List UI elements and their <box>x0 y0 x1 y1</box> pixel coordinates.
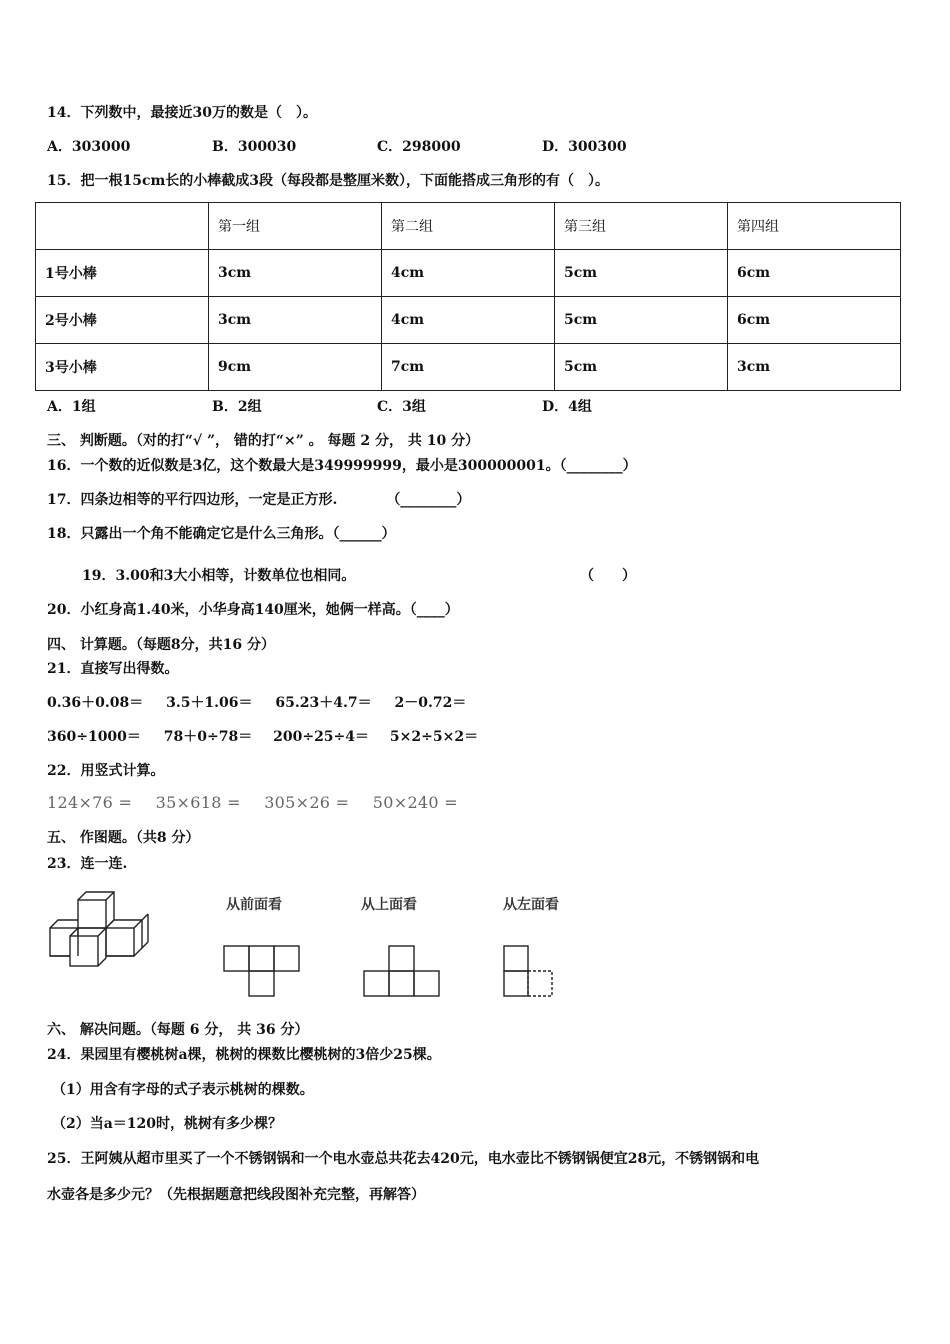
calc-item: 5×2÷5×2＝ <box>389 729 479 745</box>
table-cell: 6cm <box>728 297 901 344</box>
q22-stem: 22．用竖式计算。 <box>47 763 165 779</box>
table-cell: 第三组 <box>555 203 728 250</box>
q14-stem: 14．下列数中，最接近30万的数是（ ）。 <box>47 105 317 121</box>
table-cell: 9cm <box>209 344 382 391</box>
calc-item: 3.5＋1.06＝ <box>166 695 253 711</box>
calc-item: 0.36＋0.08＝ <box>47 695 144 711</box>
table-cell: 5cm <box>555 297 728 344</box>
q15-option-c[interactable]: C．3组 <box>377 399 426 415</box>
view-label-top: 从上面看 <box>361 897 417 913</box>
q15-option-a[interactable]: A．1组 <box>47 399 96 415</box>
q24-sub-1: （1）用含有字母的式子表示桃树的棵数。 <box>52 1082 314 1098</box>
calc-item: 360÷1000＝ <box>47 729 141 745</box>
table-row <box>36 250 901 297</box>
q25-line-2: 水壶各是多少元？（先根据题意把线段图补充完整，再解答） <box>47 1187 425 1203</box>
calc-item: 78＋0÷78＝ <box>163 729 253 745</box>
q24-stem: 24．果园里有樱桃树a棵，桃树的棵数比樱桃树的3倍少25棵。 <box>47 1047 441 1063</box>
table-cell: 7cm <box>382 344 555 391</box>
top-view-figure[interactable] <box>362 944 442 998</box>
q14-option-b[interactable]: B．300030 <box>212 139 297 155</box>
q15-option-b[interactable]: B．2组 <box>212 399 262 415</box>
q14-option-d[interactable]: D．300300 <box>542 139 627 155</box>
left-view-figure[interactable] <box>502 944 558 998</box>
table-cell: 第一组 <box>209 203 382 250</box>
front-view-figure[interactable] <box>222 944 302 998</box>
cube-stack-figure <box>48 890 154 972</box>
calc-item: 65.23＋4.7＝ <box>275 695 372 711</box>
table-cell: 3号小棒 <box>36 344 209 391</box>
calc-item: 200÷25÷4＝ <box>273 729 370 745</box>
q21-row-1 <box>47 694 466 712</box>
q15-table <box>35 202 901 391</box>
section-3-heading: 三、 判断题。（对的打“√ ”， 错的打“×” 。 每题 2 分， 共 10 分） <box>47 433 480 449</box>
view-label-front: 从前面看 <box>226 897 282 913</box>
vertical-calc-item: 35×618 = <box>155 793 241 812</box>
table-row <box>36 297 901 344</box>
q17: 17．四条边相等的平行四边形，一定是正方形. （________） <box>47 492 471 508</box>
table-cell: 6cm <box>728 250 901 297</box>
q15-stem: 15．把一根15cm长的小棒截成3段（每段都是整厘米数），下面能搭成三角形的有（ ）。 <box>47 173 610 189</box>
q14-option-a[interactable]: A．303000 <box>47 139 131 155</box>
vertical-calc-item: 50×240 = <box>372 793 458 812</box>
table-cell: 4cm <box>382 297 555 344</box>
q19-answer-blank[interactable]: （ ） <box>580 568 636 584</box>
q21-row-2 <box>47 728 478 746</box>
q18: 18．只露出一个角不能确定它是什么三角形。（______） <box>47 526 396 542</box>
table-cell: 3cm <box>209 250 382 297</box>
calc-item: 2－0.72＝ <box>394 695 467 711</box>
table-cell: 4cm <box>382 250 555 297</box>
vertical-calc-item: 305×26 = <box>264 793 350 812</box>
table-cell: 2号小棒 <box>36 297 209 344</box>
table-row <box>36 344 901 391</box>
table-cell: 3cm <box>209 297 382 344</box>
table-cell: 第二组 <box>382 203 555 250</box>
section-4-heading: 四、 计算题。（每题8分，共16 分） <box>47 637 275 653</box>
q16: 16．一个数的近似数是3亿，这个数最大是349999999，最小是300000001。（________） <box>47 458 637 474</box>
table-cell: 5cm <box>555 344 728 391</box>
q25-line-1: 25．王阿姨从超市里买了一个不锈钢锅和一个电水壶总共花去420元，电水壶比不锈钢锅便宜28元，不锈钢锅和电 <box>47 1151 760 1167</box>
q20: 20．小红身高1.40米，小华身高140厘米，她俩一样高。（____） <box>47 602 459 618</box>
table-cell <box>36 203 209 250</box>
q22-items <box>47 793 458 812</box>
table-cell: 5cm <box>555 250 728 297</box>
table-cell: 1号小棒 <box>36 250 209 297</box>
q21-stem: 21．直接写出得数。 <box>47 661 179 677</box>
table-cell: 第四组 <box>728 203 901 250</box>
section-6-heading: 六、 解决问题。（每题 6 分， 共 36 分） <box>47 1022 309 1038</box>
q19: 19．3.00和3大小相等，计数单位也相同。 <box>82 568 356 584</box>
q23-stem: 23．连一连. <box>47 856 128 872</box>
q14-option-c[interactable]: C．298000 <box>377 139 461 155</box>
vertical-calc-item: 124×76 = <box>47 793 133 812</box>
table-header-row <box>36 203 901 250</box>
q15-option-d[interactable]: D．4组 <box>542 399 592 415</box>
section-5-heading: 五、 作图题。（共8 分） <box>47 830 200 846</box>
table-cell: 3cm <box>728 344 901 391</box>
q24-sub-2: （2）当a＝120时，桃树有多少棵？ <box>52 1116 283 1132</box>
view-label-left: 从左面看 <box>503 897 559 913</box>
